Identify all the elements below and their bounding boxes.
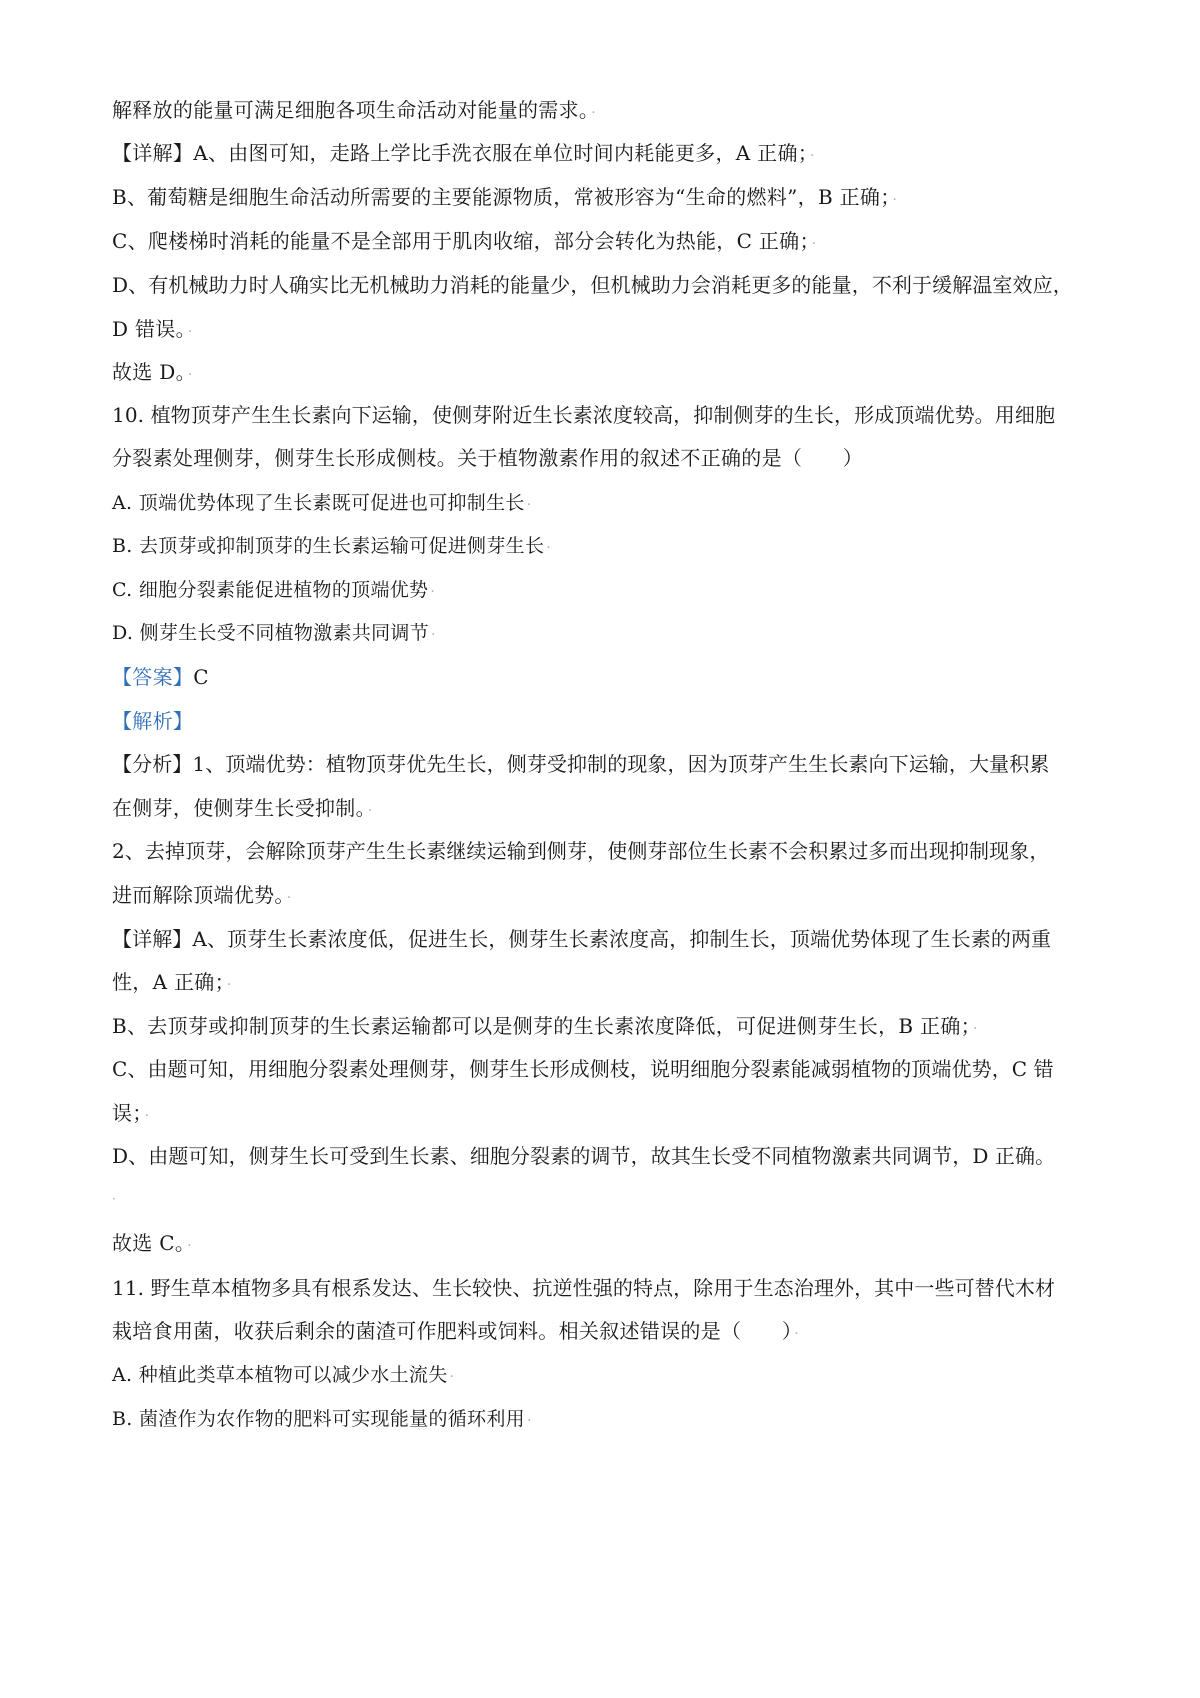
question-10-stem-line-2: 分裂素处理侧芽，侧芽生长形成侧枝。关于植物激素作用的叙述不正确的是（ ） <box>112 446 864 470</box>
analysis-tag: 【解析】 <box>112 709 194 733</box>
detail-a-line-1: 【详解】A、顶芽生长素浓度低，促进生长，侧芽生长素浓度高，抑制生长，顶端优势体现了生长素的两重 <box>112 927 1052 951</box>
detail-a-line-2: 性，A 正确； · <box>112 970 232 994</box>
question-10-option-d: D. 侧芽生长受不同植物激素共同调节 · <box>112 622 436 644</box>
detail-c-line-2: 误； · <box>112 1101 150 1125</box>
answer-line <box>112 664 209 690</box>
analysis-point-1-line-1: 【分析】1、顶端优势：植物顶芽优先生长，侧芽受抑制的现象，因为顶芽产生生长素向下运输，大量积累 <box>112 752 1050 776</box>
explanation-d-line-2: D 错误。 · <box>112 317 193 341</box>
detail-c-line-1: C、由题可知，用细胞分裂素处理侧芽，侧芽生长形成侧枝，说明细胞分裂素能减弱植物的顶端优势，C 错 <box>112 1057 1054 1081</box>
detail-d-line: D、由题可知，侧芽生长可受到生长素、细胞分裂素的调节，故其生长受不同植物激素共同调节，D 正确。 <box>112 1144 1056 1168</box>
question-11-stem-line-1: 11. 野生草本植物多具有根系发达、生长较快、抗逆性强的特点，除用于生态治理外，其中一些可替代木材 <box>112 1276 1056 1300</box>
question-10-option-c: C. 细胞分裂素能促进植物的顶端优势 · <box>112 579 436 601</box>
question-10-option-b: B. 去顶芽或抑制顶芽的生长素运输可促进侧芽生长 · <box>112 535 552 557</box>
question-11-option-b: B. 菌渣作为农作物的肥料可实现能量的循环利用 · <box>112 1408 532 1430</box>
question-11-stem-line-2: 栽培食用菌，收获后剩余的菌渣可作肥料或饲料。相关叙述错误的是（ ） · <box>112 1319 799 1343</box>
analysis-point-2-line-2: 进而解除顶端优势。 · <box>112 883 292 907</box>
answer-tag: 【答案】 <box>112 665 194 689</box>
question-10-stem-line-1: 10. 植物顶芽产生生长素向下运输，使侧芽附近生长素浓度较高，抑制侧芽的生长，形成顶端优势。用细胞 <box>112 403 1056 427</box>
analysis-line <box>112 708 193 734</box>
explanation-a-line: 【详解】A、由图可知，走路上学比手洗衣服在单位时间内耗能更多，A 正确； · <box>112 141 815 165</box>
detail-b-line: B、去顶芽或抑制顶芽的生长素运输都可以是侧芽的生长素浓度降低，可促进侧芽生长，B 正确； · <box>112 1014 978 1038</box>
conclusion-q9: 故选 D。 · <box>112 360 193 384</box>
analysis-point-2-line-1: 2、去掉顶芽，会解除顶芽产生生长素继续运输到侧芽，使侧芽部位生长素不会积累过多而出现抑制现象， <box>112 839 1050 863</box>
paragraph-mark: · <box>112 1192 117 1206</box>
answer-value: C <box>193 665 209 689</box>
explanation-b-line: B、葡萄糖是细胞生命活动所需要的主要能源物质，常被形容为“生命的燃料”，B 正确； · <box>112 185 898 209</box>
conclusion-q10: 故选 C。 · <box>112 1231 192 1255</box>
explanation-c-line: C、爬楼梯时消耗的能量不是全部用于肌肉收缩，部分会转化为热能，C 正确； · <box>112 229 817 253</box>
question-10-option-a: A. 顶端优势体现了生长素既可促进也可抑制生长 · <box>112 492 532 514</box>
text-line-energy-release: 解释放的能量可满足细胞各项生命活动对能量的需求。 · <box>112 98 596 122</box>
question-11-option-a: A. 种植此类草本植物可以减少水土流失 · <box>112 1364 455 1386</box>
explanation-d-line-1: D、有机械助力时人确实比无机械助力消耗的能量少，但机械助力会消耗更多的能量，不利于缓解温室效应， <box>112 273 1073 297</box>
analysis-point-1-line-2: 在侧芽，使侧芽生长受抑制。 · <box>112 796 373 820</box>
